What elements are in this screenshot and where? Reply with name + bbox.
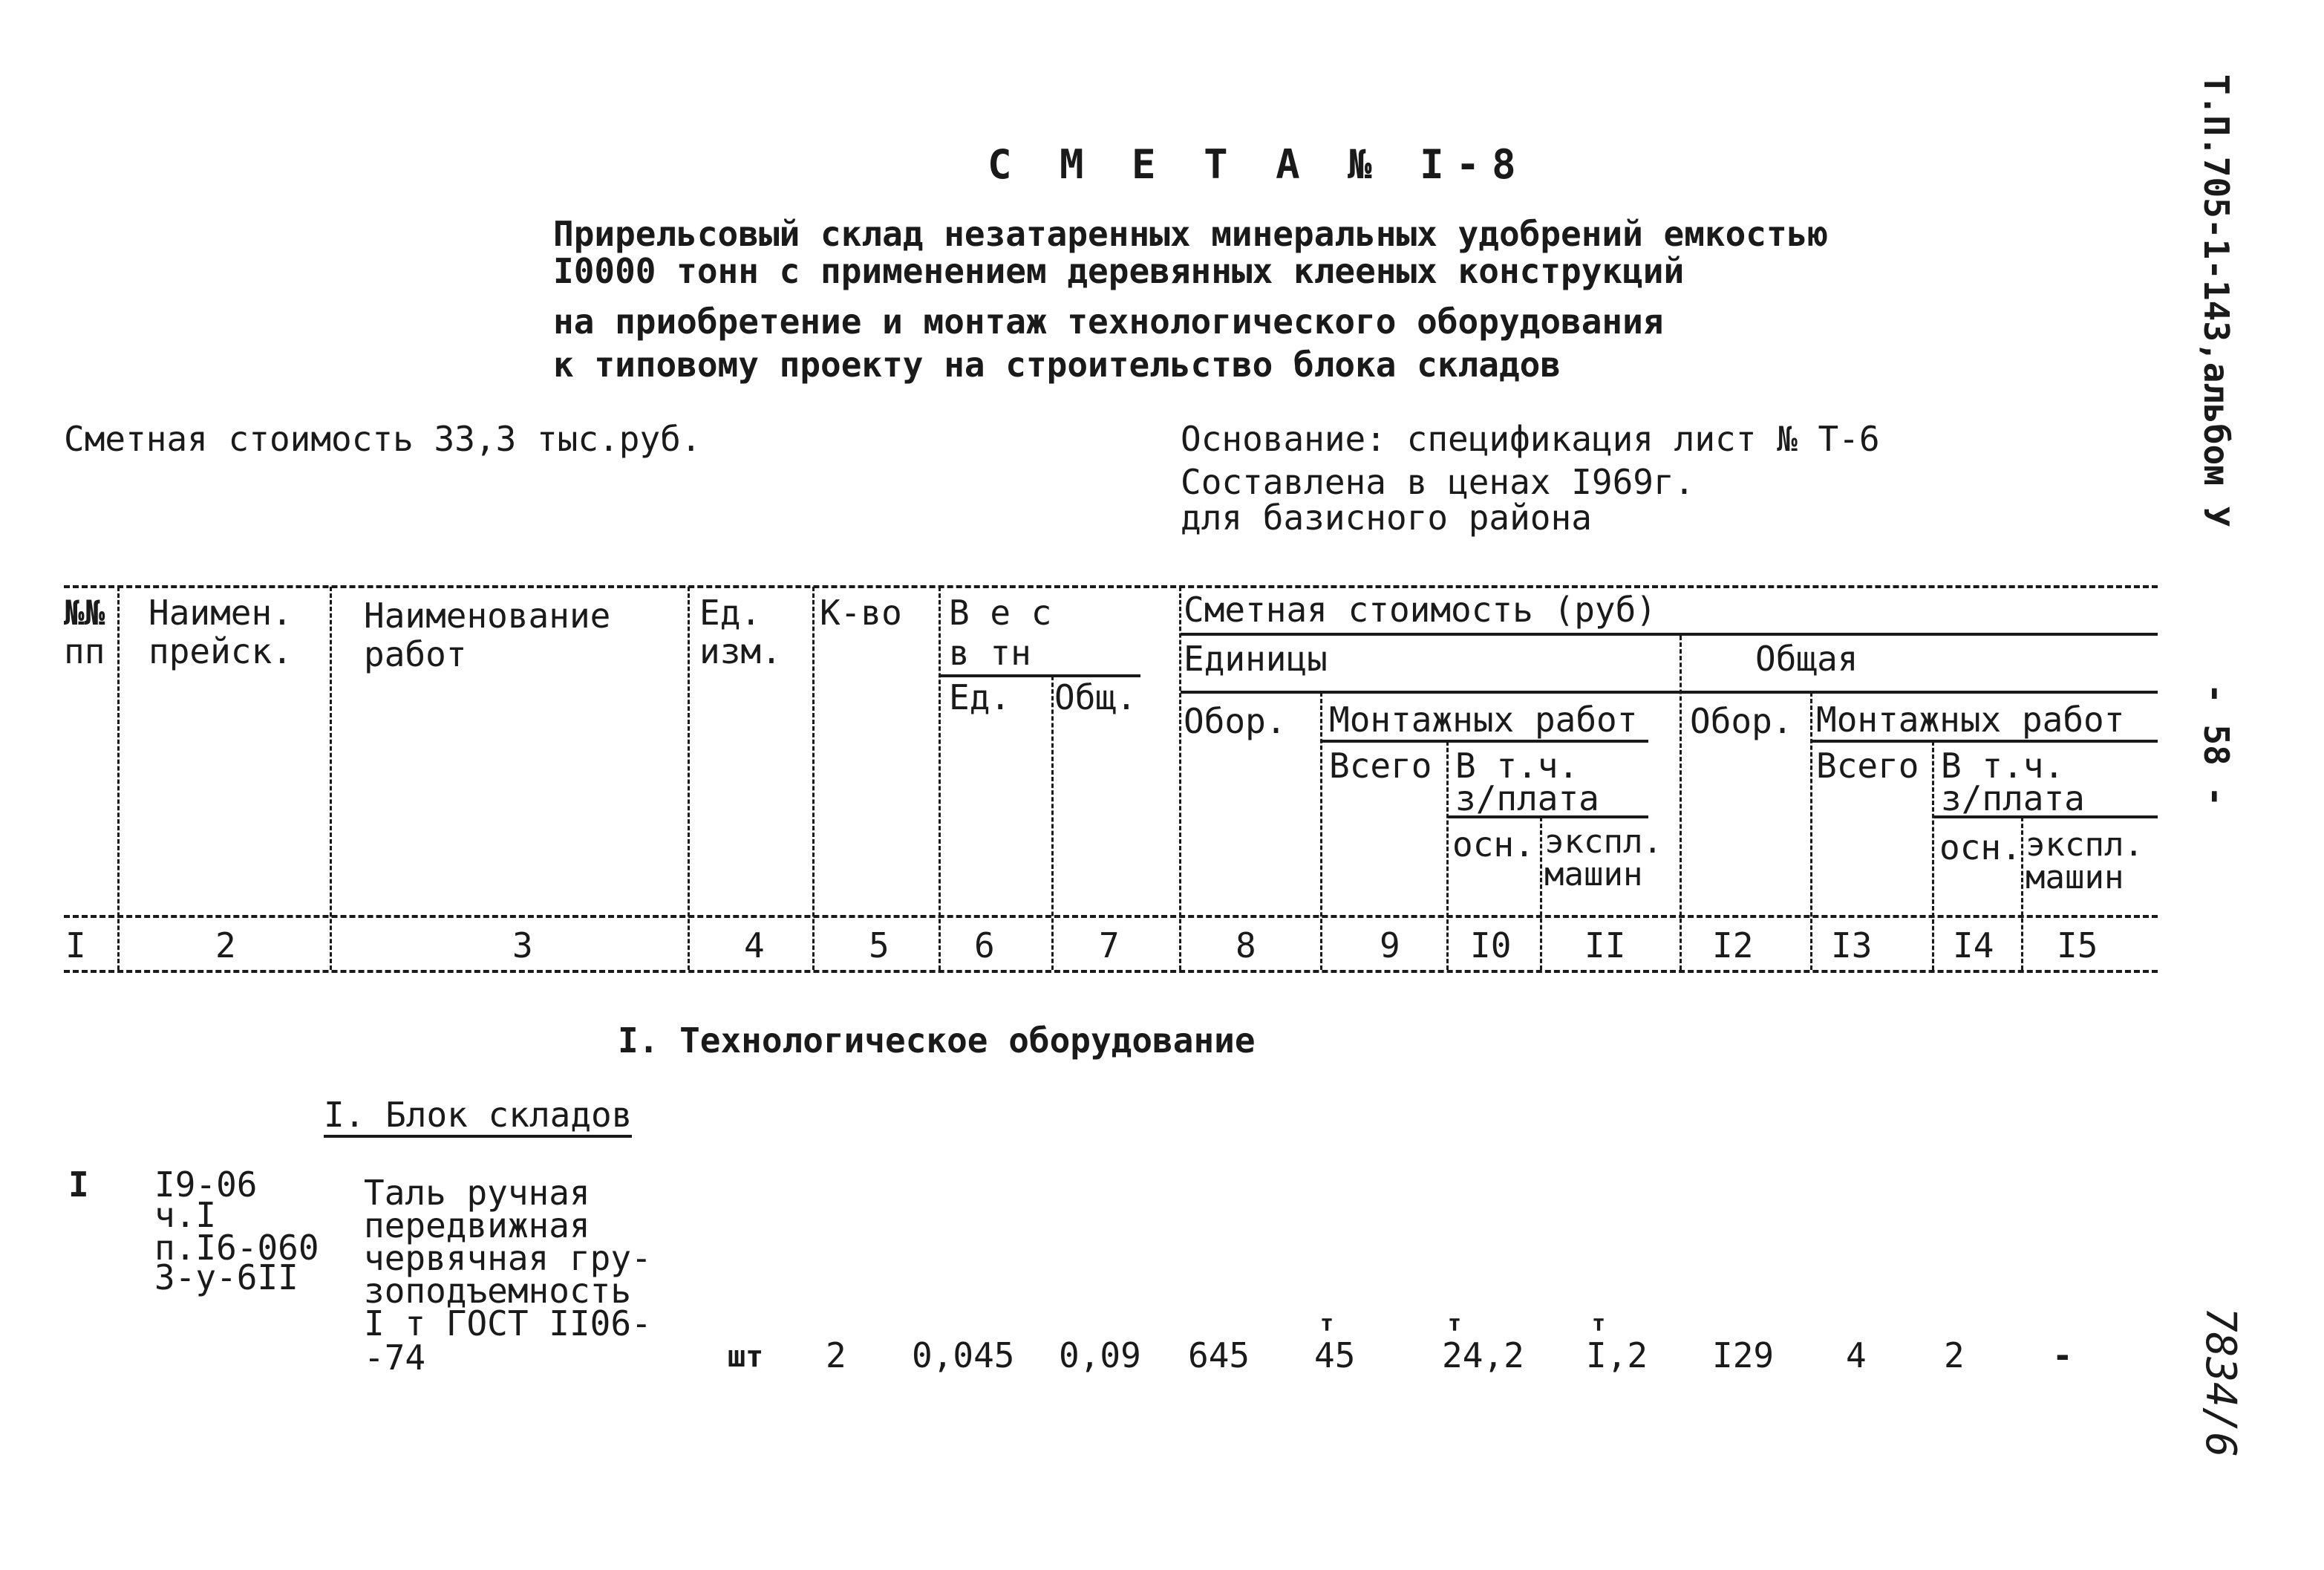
unit-mount-header: Монтажных работ <box>1329 700 1638 740</box>
table-top-rule <box>64 585 2158 588</box>
row-name-3: червячная гру- <box>364 1238 652 1278</box>
estimated-cost: Сметная стоимость 33,3 тыс.руб. <box>64 419 702 459</box>
album-reference: Т.П.705-1-143,альбом У <box>2196 74 2236 527</box>
col-sep <box>330 587 332 970</box>
col-number-1: I <box>65 925 86 965</box>
row-total-mach: - <box>2052 1335 2073 1375</box>
col-sep <box>1680 636 1682 970</box>
total-base-header: осн. <box>1939 827 2022 867</box>
row-name-5: I т ГОСТ II06- <box>364 1303 652 1343</box>
unit-incl-header-2: з/плата <box>1455 778 1599 818</box>
row-mount-all: 45 <box>1314 1335 1356 1375</box>
col-number-header: №№ <box>64 593 105 633</box>
row-code-1: I9-06 <box>154 1165 258 1205</box>
row-mount-mach-mark: т <box>1592 1311 1606 1337</box>
col-number-8: 8 <box>1236 925 1256 965</box>
row-number: I <box>68 1165 89 1205</box>
col-sep <box>1932 741 1934 970</box>
col-number-11: II <box>1584 925 1626 965</box>
row-name-6: -74 <box>364 1338 426 1378</box>
col-qty-header: К-во <box>820 593 902 633</box>
col-number-7: 7 <box>1099 925 1120 965</box>
total-all-header: Всего <box>1816 746 1919 786</box>
col-number-2: 2 <box>215 925 236 965</box>
col-number-14: I4 <box>1953 925 1994 965</box>
unit-all-header: Всего <box>1329 746 1432 786</box>
row-code-4: 3-у-6II <box>154 1257 298 1297</box>
total-group-header: Общая <box>1755 639 1858 679</box>
col-unit-header: Ед. <box>699 593 762 633</box>
unit-equip-header: Обор. <box>1184 701 1287 741</box>
col-work-header-2: работ <box>364 634 467 674</box>
subtitle-line-2: I0000 тонн с применением деревянных клееных конструкций <box>553 251 1685 291</box>
total-mach-header: экспл. <box>2026 826 2144 864</box>
row-name-4: зоподъемность <box>364 1271 632 1311</box>
basis-line-3: для базисного района <box>1181 498 1592 538</box>
row-mount-mach: I,2 <box>1586 1335 1648 1375</box>
basis-line-2: Составлена в ценах I969г. <box>1181 462 1695 502</box>
unit-group-rule <box>1181 691 2158 694</box>
row-weight-total: 0,09 <box>1059 1335 1141 1375</box>
subtitle-line-4: к типовому проекту на строительство блока складов <box>553 345 1561 385</box>
row-total-all: 4 <box>1846 1335 1867 1375</box>
col-number-13: I3 <box>1831 925 1873 965</box>
col-number-12: I2 <box>1712 925 1754 965</box>
total-equip-header: Обор. <box>1690 701 1793 741</box>
col-number-4: 4 <box>744 925 765 965</box>
unit-base-header: осн. <box>1452 824 1535 864</box>
col-pricelist-header: Наимен. <box>148 593 293 633</box>
col-sep <box>939 587 941 970</box>
col-sep <box>1540 817 1542 970</box>
col-weight-unit: Ед. <box>949 677 1011 717</box>
row-code-3: п.I6-060 <box>154 1228 319 1268</box>
col-unit-header-2: изм. <box>699 631 782 671</box>
numbers-bottom-rule <box>64 970 2158 973</box>
col-weight-header-2: в тн <box>949 633 1031 673</box>
row-code-2: ч.I <box>154 1195 217 1235</box>
col-sep <box>1051 676 1054 970</box>
total-mach-header-2: машин <box>2026 859 2124 896</box>
col-sep <box>1810 692 1812 970</box>
total-incl-header-2: з/плата <box>1941 778 2085 818</box>
col-sep <box>1179 587 1181 970</box>
total-incl-header: В т.ч. <box>1941 746 2065 786</box>
row-mount-all-mark: т <box>1320 1311 1334 1337</box>
cost-group-rule <box>1181 633 2158 636</box>
col-number-6: 6 <box>974 925 995 965</box>
col-sep <box>117 587 120 970</box>
row-mount-base-mark: т <box>1448 1311 1462 1337</box>
unit-mach-header: экспл. <box>1544 823 1662 861</box>
row-weight-unit: 0,045 <box>912 1335 1015 1375</box>
header-bottom-rule <box>64 915 2158 918</box>
col-weight-header: В е с <box>949 593 1052 633</box>
col-number-header-2: пп <box>64 631 105 671</box>
total-mount-header: Монтажных работ <box>1816 700 2125 740</box>
row-total-base: 2 <box>1944 1335 1965 1375</box>
unit-incl-header: В т.ч. <box>1455 746 1579 786</box>
row-name-1: Таль ручная <box>364 1173 590 1213</box>
page-number: - 58 - <box>2196 683 2236 807</box>
col-number-9: 9 <box>1380 925 1400 965</box>
subtitle-line-1: Прирельсовый склад незатаренных минеральных удобрений емкостью <box>553 214 1829 254</box>
col-number-10: I0 <box>1470 925 1512 965</box>
mount-rule-right <box>1812 740 2158 743</box>
doc-title: С М Е Т А № I-8 <box>988 141 1528 188</box>
col-sep <box>1446 741 1449 970</box>
col-sep <box>1320 692 1322 970</box>
col-pricelist-header-2: прейск. <box>148 631 293 671</box>
cost-group-header: Сметная стоимость (руб) <box>1184 590 1656 630</box>
col-work-header: Наименование <box>364 596 611 636</box>
col-sep <box>688 587 690 970</box>
col-weight-total: Общ. <box>1054 677 1137 717</box>
subtitle-line-3: на приобретение и монтаж технологического оборудования <box>553 302 1664 342</box>
col-sep <box>812 587 815 970</box>
row-qty: 2 <box>826 1335 846 1375</box>
row-unit: шт <box>728 1340 764 1374</box>
basis-line-1: Основание: спецификация лист № Т-6 <box>1181 419 1880 459</box>
unit-mach-header-2: машин <box>1544 856 1643 893</box>
row-equip-unit: 645 <box>1188 1335 1250 1375</box>
mount-rule-left <box>1322 740 1648 743</box>
unit-group-header: Единицы <box>1184 639 1328 679</box>
col-number-3: 3 <box>512 925 533 965</box>
row-equip-total: I29 <box>1712 1335 1775 1375</box>
section-title: I. Технологическое оборудование <box>618 1020 1256 1061</box>
sheet-code: 7834/6 <box>2196 1307 2245 1458</box>
subsection-title: I. Блок складов <box>324 1096 632 1138</box>
row-name-2: передвижная <box>364 1205 590 1245</box>
col-number-5: 5 <box>869 925 890 965</box>
col-number-15: I5 <box>2057 925 2098 965</box>
row-mount-base: 24,2 <box>1442 1335 1524 1375</box>
